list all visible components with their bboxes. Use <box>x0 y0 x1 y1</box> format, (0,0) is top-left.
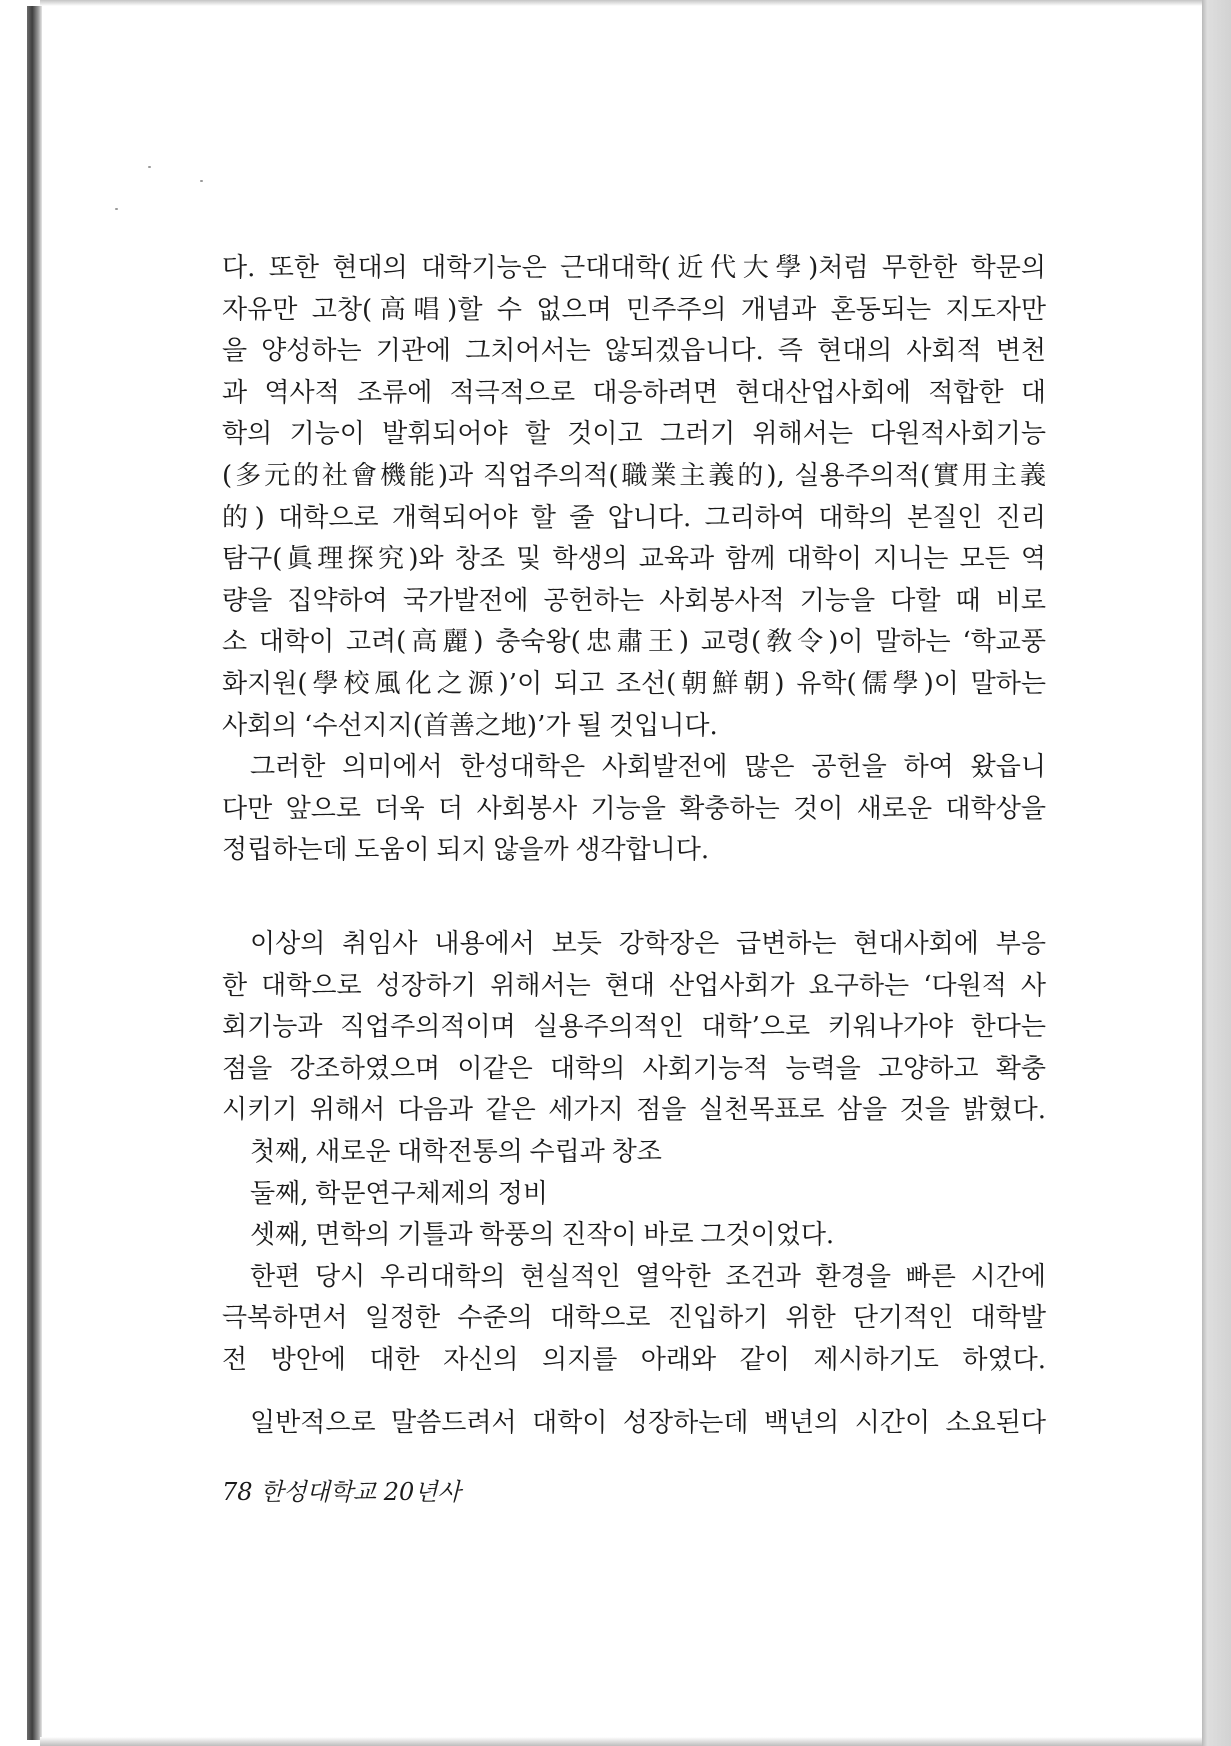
scan-speck <box>148 166 151 168</box>
text-line: 정립하는데 도움이 되지 않을까 생각합니다. <box>222 835 710 866</box>
paragraph <box>222 248 1046 747</box>
text-line: 을 양성하는 기관에 그치어서는 않되겠읍니다. 즉 현대의 사회적 변천 <box>222 336 1046 367</box>
scan-speck <box>200 180 203 182</box>
page-top-edge <box>40 0 1202 6</box>
paragraph <box>222 747 1046 872</box>
speech-excerpt <box>222 248 1046 872</box>
text-line: 자유만 고창(高唱)할 수 없으며 민주주의 개념과 혼동되는 지도자만 <box>222 294 1046 325</box>
text-line: 량을 집약하여 국가발전에 공헌하는 사회봉사적 기능을 다할 때 비로 <box>222 585 1046 616</box>
running-title: 한성대학교 20년사 <box>260 1478 461 1506</box>
goal-item: 첫째, 새로운 대학전통의 수립과 창조 <box>250 1136 662 1167</box>
text-line: 한편 당시 우리대학의 현실적인 열악한 조건과 환경을 빠른 시간에 <box>250 1261 1046 1292</box>
text-line: (多元的社會機能)과 직업주의적(職業主義的), 실용주의적(實用主義 <box>222 460 1046 491</box>
text-line: 일반적으로 말씀드려서 대학이 성장하는데 백년의 시간이 소요된다 <box>250 1408 1046 1438</box>
text-line: 극복하면서 일정한 수준의 대학으로 진입하기 위한 단기적인 대학발 <box>222 1303 1046 1334</box>
text-line: 다만 앞으로 더욱 더 사회봉사 기능을 확충하는 것이 새로운 대학상을 <box>222 793 1046 824</box>
text-line: 학의 기능이 발휘되어야 할 것이고 그러기 위해서는 다원적사회기능 <box>222 419 1046 450</box>
paragraph <box>222 1257 1046 1382</box>
text-line: 사회의 ‘수선지지(首善之地)’가 될 것입니다. <box>222 710 718 741</box>
text-line: 과 역사적 조류에 적극적으로 대응하려면 현대산업사회에 적합한 대 <box>222 377 1046 408</box>
text-line: 그러한 의미에서 한성대학은 사회발전에 많은 공헌을 하여 왔읍니 <box>250 752 1046 783</box>
page-bottom-edge <box>40 1737 1202 1746</box>
text-line: 的) 대학으로 개혁되어야 할 줄 압니다. 그리하여 대학의 본질인 진리 <box>222 502 1046 533</box>
text-line: 소 대학이 고려(高麗) 충숙왕(忠肅王) 교령(敎令)이 말하는 ‘학교풍 <box>222 627 1046 658</box>
text-line: 점을 강조하였으며 이같은 대학의 사회기능적 능력을 고양하고 확충 <box>222 1053 1046 1084</box>
page-footer <box>222 1477 461 1507</box>
paragraph <box>222 924 1046 1132</box>
speech-excerpt-2 <box>222 1403 1046 1445</box>
paragraph <box>222 1403 1046 1445</box>
page-right-edge-shadow <box>1202 0 1231 1746</box>
text-line: 한 대학으로 성장하기 위해서는 현대 산업사회가 요구하는 ‘다원적 사 <box>222 970 1046 1001</box>
goal-item: 셋째, 면학의 기틀과 학풍의 진작이 바로 그것이었다. <box>250 1220 835 1251</box>
page-left-edge <box>27 6 42 1740</box>
goal-item: 둘째, 학문연구체제의 정비 <box>250 1178 548 1209</box>
text-line: 탐구(眞理探究)와 창조 및 학생의 교육과 함께 대학이 지니는 모든 역 <box>222 544 1046 575</box>
narrative <box>222 924 1046 1382</box>
goals-list <box>222 1132 1046 1257</box>
text-line: 회기능과 직업주의적이며 실용주의적인 대학’으로 키워나가야 한다는 <box>222 1012 1046 1043</box>
text-line: 이상의 취임사 내용에서 보듯 강학장은 급변하는 현대사회에 부응 <box>250 929 1046 959</box>
text-line: 다. 또한 현대의 대학기능은 근대대학(近代大學)처럼 무한한 학문의 <box>222 253 1046 283</box>
scan-speck <box>115 208 118 210</box>
text-line: 화지원(學校風化之源)’이 되고 조선(朝鮮朝) 유학(儒學)이 말하는 <box>222 668 1046 699</box>
text-line: 시키기 위해서 다음과 같은 세가지 점을 실천목표로 삼을 것을 밝혔다. <box>222 1095 1046 1126</box>
page-number: 78 <box>222 1478 253 1506</box>
text-line: 전 방안에 대한 자신의 의지를 아래와 같이 제시하기도 하였다. <box>222 1344 1046 1375</box>
